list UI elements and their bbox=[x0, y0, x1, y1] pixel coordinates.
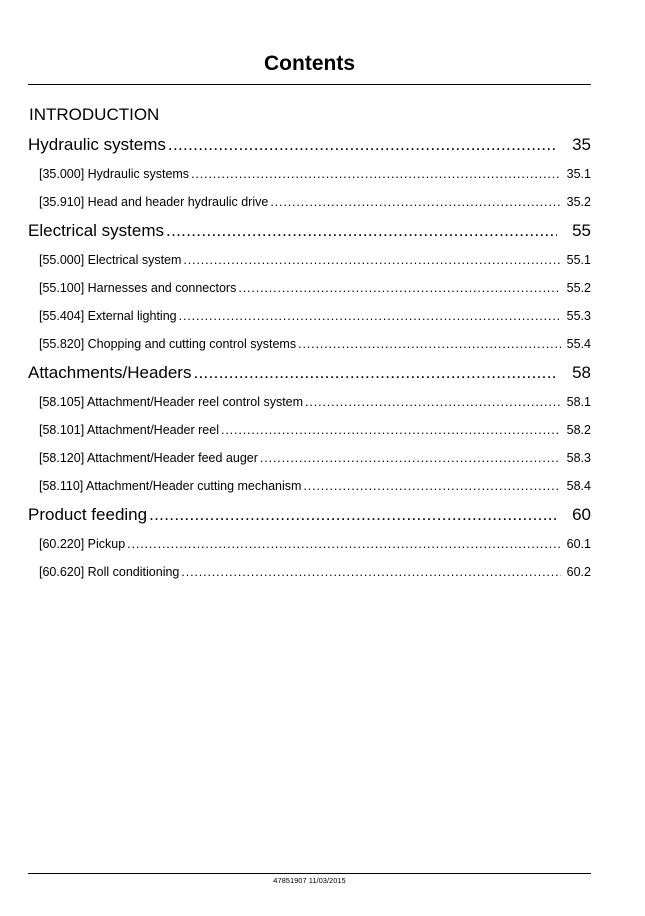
toc-entry-row[interactable] bbox=[28, 388, 591, 416]
toc-entry-page: 58.1 bbox=[566, 395, 591, 409]
dot-leader bbox=[193, 358, 557, 388]
dot-leader bbox=[303, 472, 561, 500]
dot-leader bbox=[270, 188, 561, 216]
toc-entry-page: 35.1 bbox=[566, 167, 591, 181]
toc-entry-label: [58.105] Attachment/Header reel control system bbox=[39, 395, 304, 409]
intro-heading[interactable]: INTRODUCTION bbox=[29, 105, 160, 124]
footer-doc-id: 47851907 11/03/2015 bbox=[273, 876, 346, 885]
toc-entry-label: [55.000] Electrical system bbox=[39, 253, 182, 267]
toc-entry-row[interactable] bbox=[28, 330, 591, 358]
toc-entry-page: 35.2 bbox=[566, 195, 591, 209]
toc-section-page: 35 bbox=[572, 135, 591, 154]
toc-entry-page: 60.2 bbox=[566, 565, 591, 579]
toc-entry-label: [35.000] Hydraulic systems bbox=[39, 167, 190, 181]
dot-leader bbox=[238, 274, 561, 302]
toc-entry-label: [58.101] Attachment/Header reel bbox=[39, 423, 219, 437]
dot-leader bbox=[168, 130, 557, 160]
toc-entry-page: 55.1 bbox=[566, 253, 591, 267]
toc-entry-row[interactable] bbox=[28, 472, 591, 500]
toc-entry-page: 58.2 bbox=[566, 423, 591, 437]
document-page bbox=[28, 0, 591, 916]
dot-leader bbox=[305, 388, 561, 416]
toc-section-label: Hydraulic systems bbox=[28, 135, 166, 154]
toc-entry-label: [58.110] Attachment/Header cutting mechanism bbox=[39, 479, 302, 493]
toc-entry-page: 55.4 bbox=[566, 337, 591, 351]
toc-entry-label: [55.820] Chopping and cutting control systems bbox=[39, 337, 297, 351]
toc-entry-row[interactable] bbox=[28, 246, 591, 274]
toc-entry-row[interactable] bbox=[28, 444, 591, 472]
dot-leader bbox=[127, 530, 561, 558]
toc-section-page: 55 bbox=[572, 221, 591, 240]
toc-entry-label: [55.100] Harnesses and connectors bbox=[39, 281, 237, 295]
footer-divider bbox=[28, 873, 591, 874]
toc-entry-row[interactable] bbox=[28, 188, 591, 216]
toc-entry-page: 58.4 bbox=[566, 479, 591, 493]
toc-section-page: 58 bbox=[572, 363, 591, 382]
toc-section-hydraulic bbox=[28, 130, 591, 216]
toc-section-label: Attachments/Headers bbox=[28, 363, 192, 382]
dot-leader bbox=[179, 302, 561, 330]
title-divider bbox=[28, 84, 591, 85]
toc-section-row[interactable] bbox=[28, 130, 591, 160]
toc-entry-label: [60.620] Roll conditioning bbox=[39, 565, 180, 579]
toc-entry-page: 58.3 bbox=[566, 451, 591, 465]
toc-section-label: Product feeding bbox=[28, 505, 148, 524]
toc-section-row[interactable] bbox=[28, 500, 591, 530]
toc-entry-page: 55.3 bbox=[566, 309, 591, 323]
toc-section-page: 60 bbox=[572, 505, 591, 524]
toc-entry-label: [55.404] External lighting bbox=[39, 309, 177, 323]
dot-leader bbox=[183, 246, 561, 274]
toc-entry-page: 60.1 bbox=[566, 537, 591, 551]
dot-leader bbox=[221, 416, 561, 444]
toc-entry-row[interactable] bbox=[28, 302, 591, 330]
dot-leader bbox=[181, 558, 561, 586]
toc-entry-row[interactable] bbox=[28, 416, 591, 444]
dot-leader bbox=[149, 500, 557, 530]
dot-leader bbox=[260, 444, 561, 472]
toc-entry-label: [35.910] Head and header hydraulic drive bbox=[39, 195, 269, 209]
toc-section-product-feeding bbox=[28, 500, 591, 586]
dot-leader bbox=[191, 160, 561, 188]
toc-section-row[interactable] bbox=[28, 358, 591, 388]
toc-entry-row[interactable] bbox=[28, 558, 591, 586]
toc-section-attachments bbox=[28, 358, 591, 500]
toc-entry-label: [58.120] Attachment/Header feed auger bbox=[39, 451, 258, 465]
toc-entry-row[interactable] bbox=[28, 274, 591, 302]
toc-entry-page: 55.2 bbox=[566, 281, 591, 295]
toc-entry-row[interactable] bbox=[28, 160, 591, 188]
toc-section-row[interactable] bbox=[28, 216, 591, 246]
toc-entry-row[interactable] bbox=[28, 530, 591, 558]
table-of-contents bbox=[28, 130, 591, 586]
dot-leader bbox=[166, 216, 557, 246]
toc-entry-label: [60.220] Pickup bbox=[39, 537, 126, 551]
toc-section-electrical bbox=[28, 216, 591, 358]
page-title: Contents bbox=[264, 52, 355, 75]
dot-leader bbox=[298, 330, 561, 358]
toc-section-label: Electrical systems bbox=[28, 221, 165, 240]
